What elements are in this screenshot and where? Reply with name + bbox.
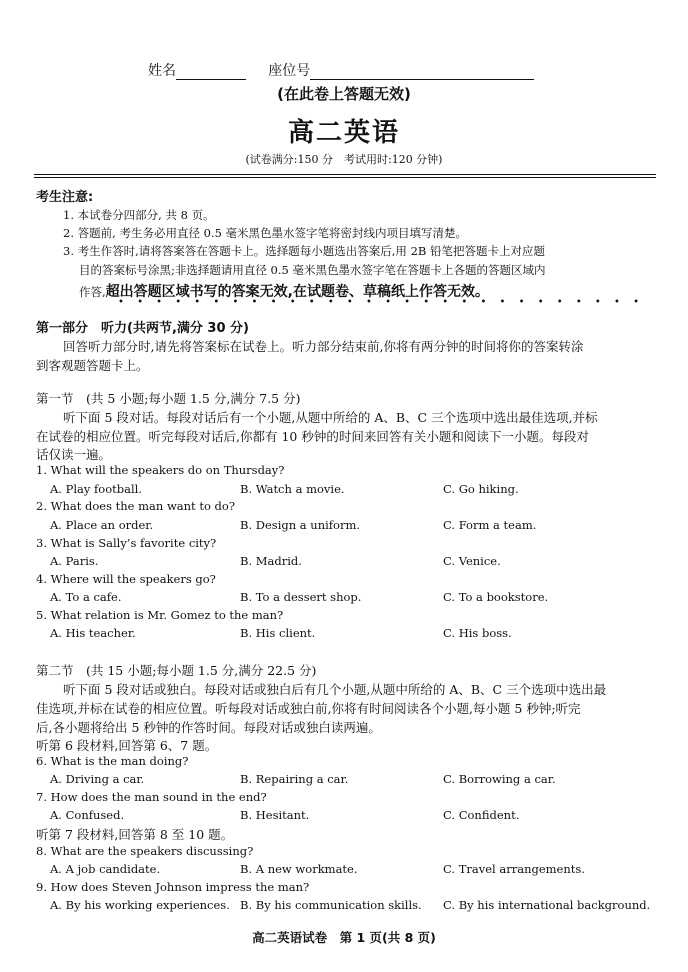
q4-option-a: A. To a cafe. xyxy=(50,590,122,604)
q9-option-b: B. By his communication skills. xyxy=(240,898,422,912)
q9-option-a: A. By his working experiences. xyxy=(50,898,230,912)
notice-item-1: 1. 本试卷分四部分, 共 8 页。 xyxy=(63,208,215,222)
answer-warning: (在此卷上答题无效) xyxy=(277,85,411,103)
question-6: 6. What is the man doing? xyxy=(36,754,189,768)
question-5: 5. What relation is Mr. Gomez to the man? xyxy=(36,608,284,622)
section1-heading: 第一节 (共 5 小题;每小题 1.5 分,满分 7.5 分) xyxy=(36,391,301,406)
q2-option-a: A. Place an order. xyxy=(50,518,154,532)
notice-emphasis: 超出答题区域书写的答案无效,在试题卷、草稿纸上作答无效。 xyxy=(105,284,489,300)
section2-intro-3: 后,各小题将给出 5 秒钟的作答时间。每段对话或独白读两遍。 xyxy=(36,720,381,735)
q9-option-c: C. By his international background. xyxy=(443,898,651,912)
q2-option-c: C. Form a team. xyxy=(443,518,537,532)
q5-option-a: A. His teacher. xyxy=(50,626,136,640)
notice-item-3: 3. 考生作答时,请将答案答在答题卡上。选择题每小题选出答案后,用 2B 铅笔把答题卡上对应题 xyxy=(63,244,546,258)
q7-option-c: C. Confident. xyxy=(443,808,520,822)
q4-option-b: B. To a dessert shop. xyxy=(240,590,362,604)
q3-option-a: A. Paris. xyxy=(50,554,99,568)
q3-option-c: C. Venice. xyxy=(443,554,501,568)
q7-option-b: B. Hesitant. xyxy=(240,808,310,822)
section2-intro-2: 佳选项,并标在试卷的相应位置。听每段对话或独白前,你将有时间阅读各个小题,每小题 5 秒钟;听完 xyxy=(36,701,581,716)
q6-option-a: A. Driving a car. xyxy=(50,772,145,786)
section2-heading: 第二节 (共 15 小题;每小题 1.5 分,满分 22.5 分) xyxy=(36,663,317,678)
seat-blank xyxy=(310,65,534,80)
top-rule-2 xyxy=(34,177,656,178)
exam-subtitle: (试卷满分:150 分 考试用时:120 分钟) xyxy=(245,153,443,166)
part1-intro-2: 到客观题答题卡上。 xyxy=(36,358,149,373)
notice-item-3-cont: 目的答案标号涂黑;非选择题请用直径 0.5 毫米黑色墨水签字笔在答题卡上各题的答题区域内 xyxy=(79,263,546,277)
question-2: 2. What does the man want to do? xyxy=(36,499,235,513)
section1-intro-2: 在试卷的相应位置。听完每段对话后,你都有 10 秒钟的时间来回答有关小题和阅读下一小题。每段对 xyxy=(36,429,589,444)
seat-label: 座位号 xyxy=(268,63,311,79)
page-footer: 高二英语试卷 第 1 页(共 8 页) xyxy=(252,930,436,945)
material-7-instruction: 听第 7 段材料,回答第 8 至 10 题。 xyxy=(36,827,234,842)
material-6-instruction: 听第 6 段材料,回答第 6、7 题。 xyxy=(36,738,218,753)
part1-heading: 第一部分 听力(共两节,满分 30 分) xyxy=(36,321,249,336)
q3-option-b: B. Madrid. xyxy=(240,554,302,568)
name-blank xyxy=(176,65,246,80)
q1-option-a: A. Play football. xyxy=(50,482,142,496)
q2-option-b: B. Design a uniform. xyxy=(240,518,361,532)
section2-intro-1: 听下面 5 段对话或独白。每段对话或独白后有几个小题,从题中所给的 A、B、C 三个选项中选出最 xyxy=(63,682,607,697)
part1-intro-1: 回答听力部分时,请先将答案标在试卷上。听力部分结束前,你将有两分钟的时间将你的答案转涂 xyxy=(63,339,584,354)
q8-option-a: A. A job candidate. xyxy=(50,862,161,876)
notice-item-3-tail: 作答, xyxy=(79,285,106,299)
section1-intro-3: 话仅读一遍。 xyxy=(36,447,112,462)
emphasis-dots: • • • • • • • • • • • • • • • • • • • • • • • • • • • • xyxy=(118,297,644,308)
name-label: 姓名 xyxy=(148,63,176,79)
question-1: 1. What will the speakers do on Thursday? xyxy=(36,463,285,477)
exam-title: 高二英语 xyxy=(287,118,400,148)
q1-option-c: C. Go hiking. xyxy=(443,482,519,496)
q4-option-c: C. To a bookstore. xyxy=(443,590,549,604)
q5-option-c: C. His boss. xyxy=(443,626,512,640)
q6-option-c: C. Borrowing a car. xyxy=(443,772,556,786)
top-rule xyxy=(34,174,656,175)
question-8: 8. What are the speakers discussing? xyxy=(36,844,254,858)
question-4: 4. Where will the speakers go? xyxy=(36,572,216,586)
section1-intro-1: 听下面 5 段对话。每段对话后有一个小题,从题中所给的 A、B、C 三个选项中选出最佳选项,并标 xyxy=(63,410,598,425)
q5-option-b: B. His client. xyxy=(240,626,316,640)
name-seat-row xyxy=(148,60,534,80)
q1-option-b: B. Watch a movie. xyxy=(240,482,345,496)
notice-heading: 考生注意: xyxy=(36,190,94,205)
q8-option-c: C. Travel arrangements. xyxy=(443,862,585,876)
notice-item-2: 2. 答题前, 考生务必用直径 0.5 毫米黑色墨水签字笔将密封线内项目填写清楚。 xyxy=(63,226,468,240)
question-7: 7. How does the man sound in the end? xyxy=(36,790,267,804)
question-9: 9. How does Steven Johnson impress the man? xyxy=(36,880,310,894)
q8-option-b: B. A new workmate. xyxy=(240,862,358,876)
q6-option-b: B. Repairing a car. xyxy=(240,772,349,786)
q7-option-a: A. Confused. xyxy=(50,808,125,822)
question-3: 3. What is Sally’s favorite city? xyxy=(36,536,217,550)
